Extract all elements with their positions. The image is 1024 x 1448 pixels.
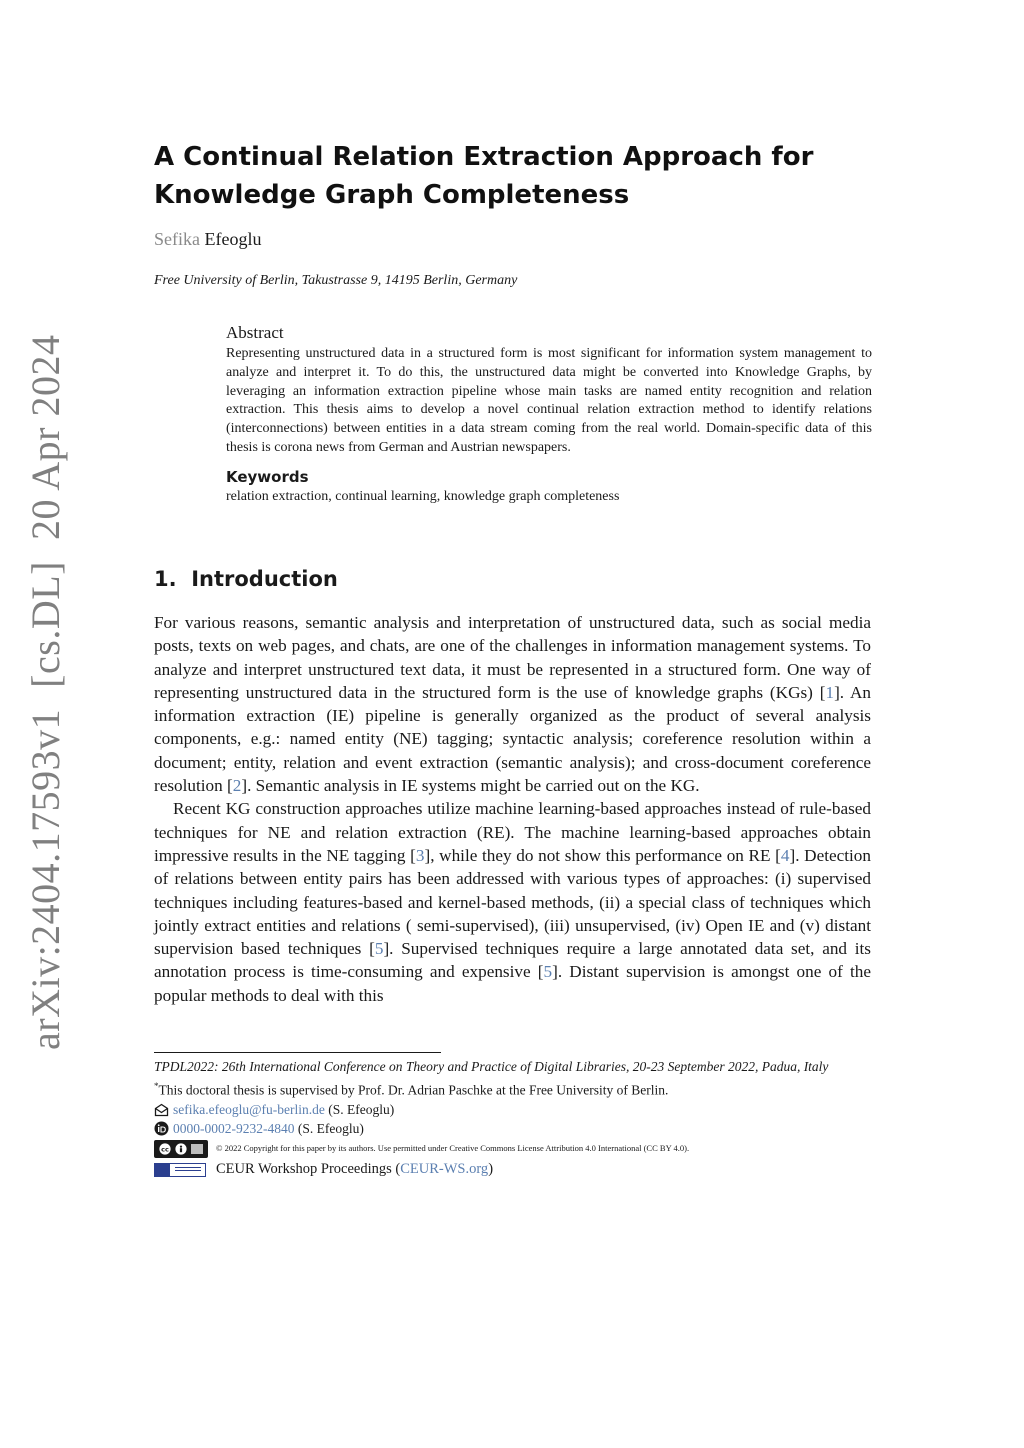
orcid-row: [154, 1119, 874, 1139]
paragraph-text: ]. Semantic analysis in IE systems might be carried out on the KG.: [241, 776, 700, 796]
paragraph-text: ], while they do not show this performance on RE [: [424, 845, 781, 865]
keywords-text: relation extraction, continual learning, knowledge graph completeness: [226, 489, 620, 504]
thesis-note-text: This doctoral thesis is supervised by Prof. Dr. Adrian Paschke at the Free University of Berlin.: [158, 1082, 669, 1098]
abstract-heading: Abstract: [226, 323, 284, 342]
orcid-icon: [154, 1121, 169, 1136]
paragraph-text: ]. Supervised techniques require a large annotated data set, and its annotation process is time-consuming and expensive [: [154, 939, 871, 982]
citation-link[interactable]: 1: [825, 682, 835, 702]
body-text: [154, 611, 871, 1007]
cc-by-icon: [154, 1140, 208, 1158]
orcid-link[interactable]: 0000-0002-9232-4840: [173, 1121, 295, 1137]
author-last-name: Efeoglu: [204, 229, 262, 249]
section-number: 1.: [154, 567, 177, 591]
section-heading-introduction: [154, 567, 338, 591]
ceur-text: [216, 1160, 493, 1180]
citation-link[interactable]: 4: [780, 845, 790, 865]
citation-link[interactable]: 5: [543, 962, 553, 982]
section-title: Introduction: [191, 567, 338, 591]
paragraph-1: [154, 611, 871, 797]
ceur-row: [154, 1159, 874, 1181]
footnote-mark: *: [154, 1080, 159, 1091]
author-name: [154, 229, 261, 250]
email-link[interactable]: sefika.efeoglu@fu-berlin.de: [173, 1101, 325, 1117]
footnote-rule: [154, 1052, 441, 1053]
paragraph-text: ]. Detection of relations between entity pairs has been addressed with various types of approaches: (i) supervised techniques including features-based and kernel-based methods, (ii) a special class of techniques which jointly extract entities and relations ( semi-supervised), (iii) unsupervised, (iv) Open IE and (v) distant supervision based techniques [: [154, 845, 871, 959]
keywords-heading: Keywords: [226, 468, 309, 486]
paragraph-text: ]. Distant supervision is amongst one of the popular methods to deal with this: [154, 962, 872, 1005]
conference-note: TPDL2022: 26th International Conference on Theory and Practice of Digital Libraries, 20-23 September 2022, Padua, Italy: [154, 1059, 829, 1074]
keywords-block: [226, 468, 872, 505]
email-row: [154, 1100, 874, 1120]
ceur-logo-icon: [154, 1163, 206, 1177]
arxiv-identifier: arXiv:2404.17593v1 [cs.DL] 20 Apr 2024: [23, 334, 68, 1050]
citation-link[interactable]: 5: [374, 939, 384, 959]
email-suffix: (S. Efeoglu): [324, 1101, 395, 1117]
copyright-row: [154, 1139, 874, 1159]
abstract-text: Representing unstructured data in a structured form is most significant for information system management to analyze and interpret it. To do this, the unstructured data might be converted into Knowledge Graphs, by leveraging an information extraction pipeline whose main tasks are named entity recognition and relation extraction. This thesis aims to develop a novel continual relation extraction method to identify relations (interconnections) between entities in a data stream coming from the real world. Domain-specific data of this thesis is corona news from German and Austrian newspapers.: [226, 346, 872, 455]
footnotes: [154, 1057, 874, 1181]
copyright-text: © 2022 Copyright for this paper by its authors. Use permitted under Creative Commons License Attribution 4.0 International (CC BY 4.0).: [216, 1143, 690, 1154]
paragraph-text: ]. An information extraction (IE) pipeline is generally organized as the product of several analysis components, e.g.: named entity (NE) tagging; syntactic analysis; coreference resolution within a document; entity, relation and event extraction (semantic analysis); and cross-document coreference resolution [: [154, 682, 871, 796]
ceur-suffix: ): [488, 1161, 494, 1178]
paragraph-2: [154, 797, 871, 1007]
citation-link[interactable]: 2: [232, 776, 242, 796]
envelope-icon: [154, 1103, 169, 1117]
paper-title: A Continual Relation Extraction Approach for Knowledge Graph Completeness: [154, 142, 814, 210]
abstract-block: [226, 323, 872, 458]
orcid-suffix: (S. Efeoglu): [294, 1121, 364, 1137]
citation-link[interactable]: 3: [415, 845, 425, 865]
affiliation: Free University of Berlin, Takustrasse 9, 14195 Berlin, Germany: [154, 273, 518, 288]
svg-text:cc: cc: [161, 1145, 169, 1154]
ceur-prefix: CEUR Workshop Proceedings (: [216, 1161, 401, 1178]
ceur-link[interactable]: CEUR-WS.org: [400, 1161, 489, 1178]
paragraph-text: Recent KG construction approaches utilize machine learning-based approaches instead of rule-based techniques for NE and relation extraction (RE). The machine learning-based approaches obtain impressive results in the NE tagging [: [154, 799, 871, 865]
thesis-note: [154, 1077, 874, 1100]
author-first-name: Sefika: [154, 229, 200, 249]
paragraph-text: For various reasons, semantic analysis and interpretation of unstructured data, such as social media posts, texts on web pages, and chats, are one of the challenges in information management systems. To analyze and interpret unstructured text data, it must be represented in a structured form. One way of representing unstructured data in the structured form is the use of knowledge graphs (KGs) [: [154, 613, 871, 702]
